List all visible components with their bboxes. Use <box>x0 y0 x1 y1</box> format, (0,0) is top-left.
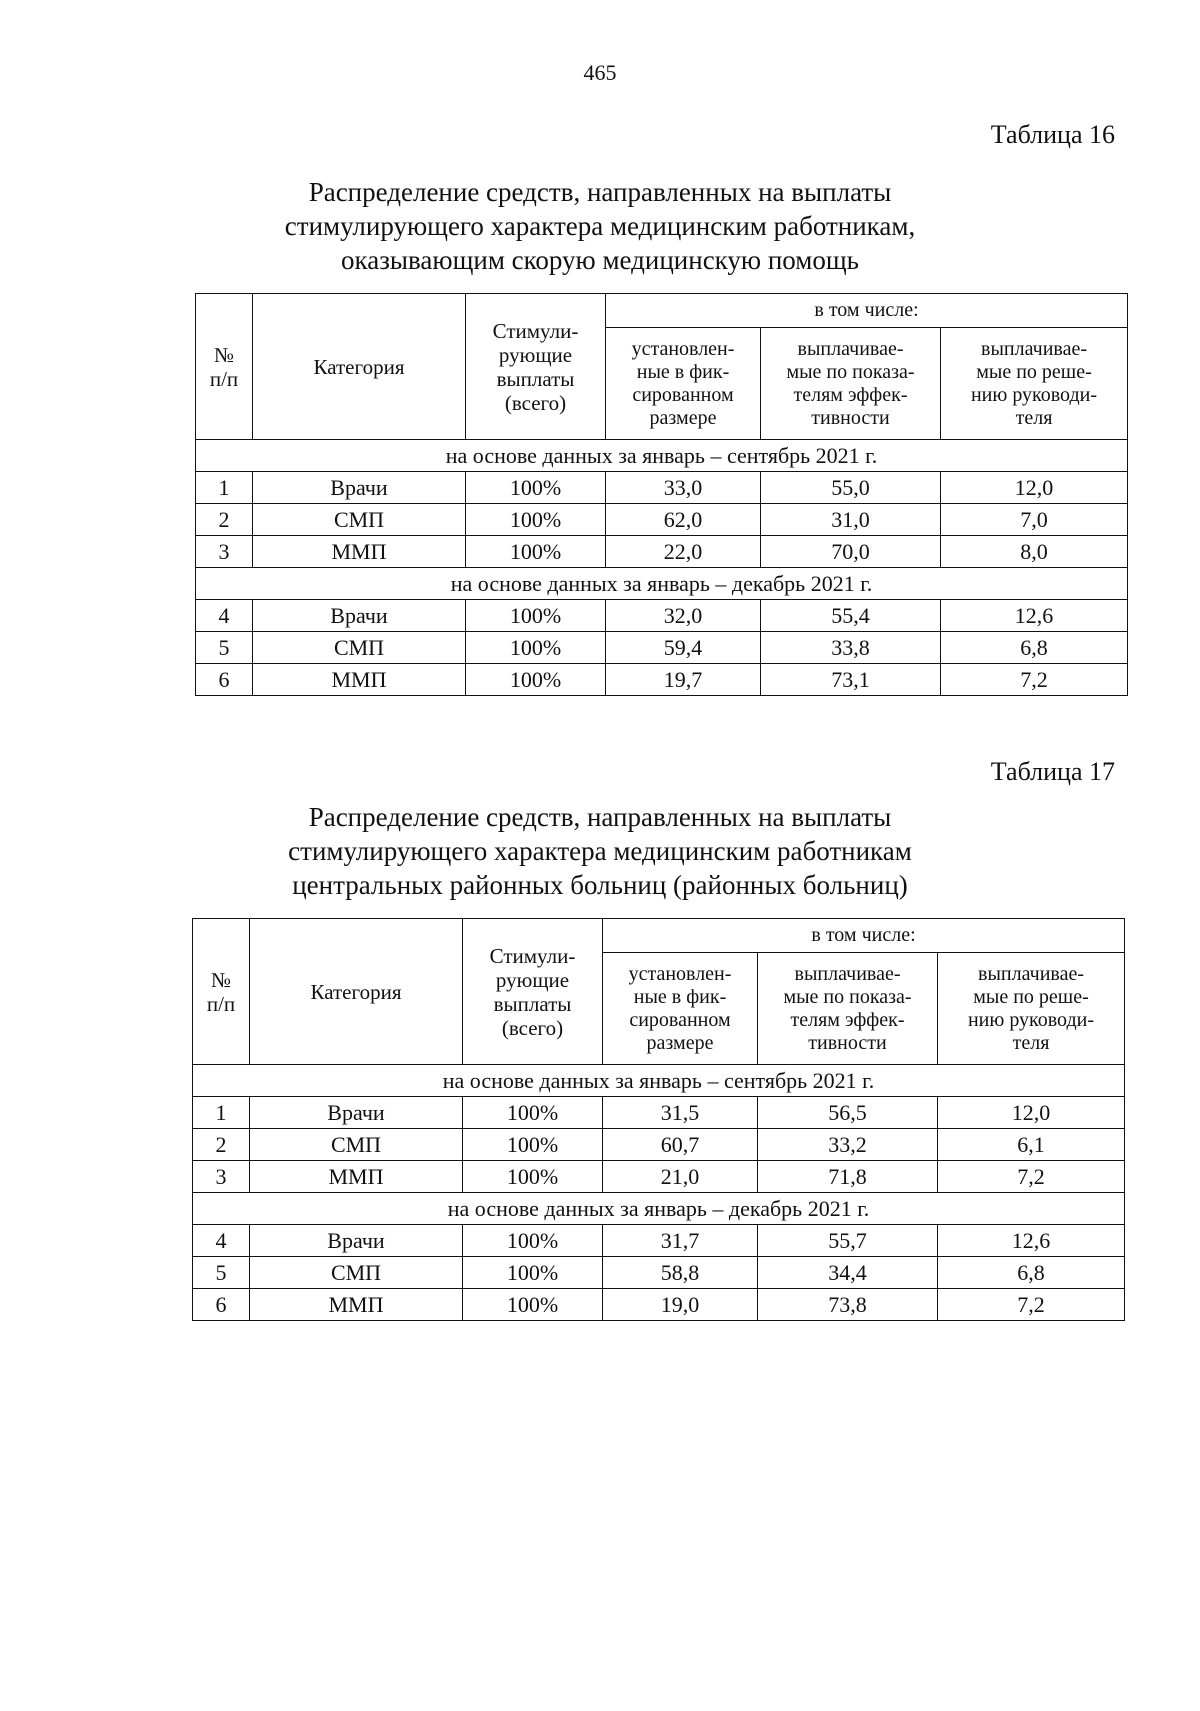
table-16-title-line-2: стимулирующего характера медицинским работникам, <box>284 211 916 241</box>
cell-management: 12,6 <box>938 1225 1125 1257</box>
header-performance-line: телям эффек- <box>790 1008 905 1031</box>
section-title: на основе данных за январь – декабрь 2021 г. <box>196 568 1128 600</box>
header-fixed-line: установлен- <box>628 962 732 985</box>
cell-fixed: 59,4 <box>606 632 761 664</box>
header-total-line: (всего) <box>501 1015 564 1040</box>
cell-performance: 55,0 <box>761 472 941 504</box>
cell-management: 7,0 <box>941 504 1128 536</box>
cell-fixed: 31,5 <box>603 1097 758 1129</box>
cell-total: 100% <box>466 632 606 664</box>
cell-num: 1 <box>196 472 253 504</box>
cell-total: 100% <box>463 1257 603 1289</box>
cell-total: 100% <box>463 1225 603 1257</box>
table-17-title <box>0 800 1200 902</box>
header-total-line: (всего) <box>504 390 567 415</box>
header-fixed-line: ные в фик- <box>633 985 727 1008</box>
header-management-line: теля <box>1012 1031 1050 1054</box>
cell-category: Врачи <box>253 600 466 632</box>
header-num <box>193 919 250 1065</box>
header-total-line: Стимули- <box>489 943 576 968</box>
cell-fixed: 21,0 <box>603 1161 758 1193</box>
cell-num: 2 <box>196 504 253 536</box>
cell-category: СМП <box>253 504 466 536</box>
cell-management: 12,0 <box>938 1097 1125 1129</box>
cell-management: 7,2 <box>938 1161 1125 1193</box>
table-16 <box>195 293 1128 696</box>
header-total-line: выплаты <box>493 991 572 1016</box>
cell-total: 100% <box>466 504 606 536</box>
table-17-title-line-2: стимулирующего характера медицинским работникам <box>288 836 912 866</box>
header-performance-line: тивности <box>811 406 890 429</box>
cell-total: 100% <box>466 600 606 632</box>
header-num <box>196 294 253 440</box>
cell-num: 3 <box>193 1161 250 1193</box>
header-management-line: нию руководи- <box>967 1008 1095 1031</box>
cell-category: Врачи <box>250 1097 463 1129</box>
cell-category: Врачи <box>253 472 466 504</box>
cell-total: 100% <box>463 1097 603 1129</box>
header-performance <box>758 953 938 1065</box>
table-17-label: Таблица 17 <box>990 757 1115 786</box>
cell-total: 100% <box>466 664 606 696</box>
cell-total: 100% <box>463 1289 603 1321</box>
cell-management: 7,2 <box>941 664 1128 696</box>
header-fixed-line: размере <box>649 406 717 429</box>
table-row <box>196 472 1128 504</box>
header-total-line: выплаты <box>496 366 575 391</box>
cell-performance: 31,0 <box>761 504 941 536</box>
cell-num: 1 <box>193 1097 250 1129</box>
cell-fixed: 19,7 <box>606 664 761 696</box>
cell-num: 4 <box>196 600 253 632</box>
cell-management: 7,2 <box>938 1289 1125 1321</box>
header-management <box>941 328 1128 440</box>
cell-management: 6,8 <box>941 632 1128 664</box>
table-row <box>193 1257 1125 1289</box>
cell-management: 12,0 <box>941 472 1128 504</box>
header-category: Категория <box>253 294 466 440</box>
cell-performance: 70,0 <box>761 536 941 568</box>
cell-fixed: 60,7 <box>603 1129 758 1161</box>
header-fixed <box>606 328 761 440</box>
header-total-line: Стимули- <box>492 318 579 343</box>
table-row <box>196 600 1128 632</box>
table-row <box>196 664 1128 696</box>
cell-fixed: 33,0 <box>606 472 761 504</box>
header-performance-line: телям эффек- <box>793 383 908 406</box>
table-row <box>196 504 1128 536</box>
cell-performance: 73,1 <box>761 664 941 696</box>
header-fixed-line: установлен- <box>631 337 735 360</box>
header-performance-line: тивности <box>808 1031 887 1054</box>
header-fixed-line: ные в фик- <box>636 360 730 383</box>
header-total-line: рующие <box>495 967 570 992</box>
cell-num: 3 <box>196 536 253 568</box>
cell-performance: 55,7 <box>758 1225 938 1257</box>
table-16-title-line-3: оказывающим скорую медицинскую помощь <box>341 245 859 275</box>
cell-fixed: 31,7 <box>603 1225 758 1257</box>
table-row <box>196 632 1128 664</box>
header-including: в том числе: <box>603 919 1125 953</box>
header-total <box>463 919 603 1065</box>
header-category: Категория <box>250 919 463 1065</box>
cell-category: СМП <box>250 1129 463 1161</box>
cell-num: 6 <box>196 664 253 696</box>
cell-fixed: 32,0 <box>606 600 761 632</box>
cell-num: 5 <box>193 1257 250 1289</box>
header-num-line: п/п <box>206 991 236 1016</box>
header-total <box>466 294 606 440</box>
cell-performance: 34,4 <box>758 1257 938 1289</box>
section-title: на основе данных за январь – декабрь 2021 г. <box>193 1193 1125 1225</box>
header-num-line: № <box>210 967 232 992</box>
cell-category: Врачи <box>250 1225 463 1257</box>
cell-total: 100% <box>463 1161 603 1193</box>
cell-fixed: 62,0 <box>606 504 761 536</box>
header-management-line: мые по реше- <box>976 360 1092 383</box>
table-row <box>196 536 1128 568</box>
header-num-line: № <box>213 342 235 367</box>
header-performance-line: выплачивае- <box>797 337 904 360</box>
table-17-title-line-1: Распределение средств, направленных на выплаты <box>308 802 892 832</box>
header-total-line: рующие <box>498 342 573 367</box>
header-fixed-line: сированном <box>632 383 734 406</box>
header-performance <box>761 328 941 440</box>
cell-category: ММП <box>253 536 466 568</box>
cell-num: 4 <box>193 1225 250 1257</box>
table-row <box>193 1289 1125 1321</box>
cell-management: 12,6 <box>941 600 1128 632</box>
header-management-line: теля <box>1015 406 1053 429</box>
cell-total: 100% <box>466 472 606 504</box>
header-management-line: выплачивае- <box>981 337 1087 360</box>
section-title: на основе данных за январь – сентябрь 2021 г. <box>196 440 1128 472</box>
cell-performance: 33,8 <box>761 632 941 664</box>
table-row <box>193 1129 1125 1161</box>
cell-fixed: 22,0 <box>606 536 761 568</box>
cell-management: 8,0 <box>941 536 1128 568</box>
header-fixed-line: размере <box>646 1031 714 1054</box>
cell-num: 5 <box>196 632 253 664</box>
header-num-line: п/п <box>209 366 239 391</box>
cell-num: 6 <box>193 1289 250 1321</box>
page-number: 465 <box>583 60 617 85</box>
header-including: в том числе: <box>606 294 1128 328</box>
header-performance-line: мые по показа- <box>786 360 915 383</box>
table-16-label: Таблица 16 <box>990 120 1115 149</box>
table-row <box>193 1161 1125 1193</box>
table-row <box>193 1097 1125 1129</box>
table-16-title-line-1: Распределение средств, направленных на выплаты <box>308 177 892 207</box>
section-title: на основе данных за январь – сентябрь 2021 г. <box>193 1065 1125 1097</box>
header-fixed-line: сированном <box>629 1008 731 1031</box>
cell-total: 100% <box>466 536 606 568</box>
cell-performance: 73,8 <box>758 1289 938 1321</box>
cell-performance: 56,5 <box>758 1097 938 1129</box>
header-performance-line: выплачивае- <box>794 962 901 985</box>
table-17-title-line-3: центральных районных больниц (районных больниц) <box>292 870 908 900</box>
header-performance-line: мые по показа- <box>783 985 912 1008</box>
table-17 <box>192 918 1125 1321</box>
header-management-line: нию руководи- <box>970 383 1098 406</box>
header-management-line: мые по реше- <box>973 985 1089 1008</box>
header-fixed <box>603 953 758 1065</box>
table-16-title <box>0 175 1200 277</box>
cell-category: СМП <box>253 632 466 664</box>
cell-total: 100% <box>463 1129 603 1161</box>
cell-performance: 71,8 <box>758 1161 938 1193</box>
cell-category: ММП <box>250 1161 463 1193</box>
cell-performance: 55,4 <box>761 600 941 632</box>
header-management-line: выплачивае- <box>978 962 1084 985</box>
table-row <box>193 1225 1125 1257</box>
cell-category: ММП <box>253 664 466 696</box>
cell-category: ММП <box>250 1289 463 1321</box>
header-management <box>938 953 1125 1065</box>
cell-management: 6,8 <box>938 1257 1125 1289</box>
cell-fixed: 19,0 <box>603 1289 758 1321</box>
cell-num: 2 <box>193 1129 250 1161</box>
cell-performance: 33,2 <box>758 1129 938 1161</box>
cell-category: СМП <box>250 1257 463 1289</box>
cell-fixed: 58,8 <box>603 1257 758 1289</box>
cell-management: 6,1 <box>938 1129 1125 1161</box>
